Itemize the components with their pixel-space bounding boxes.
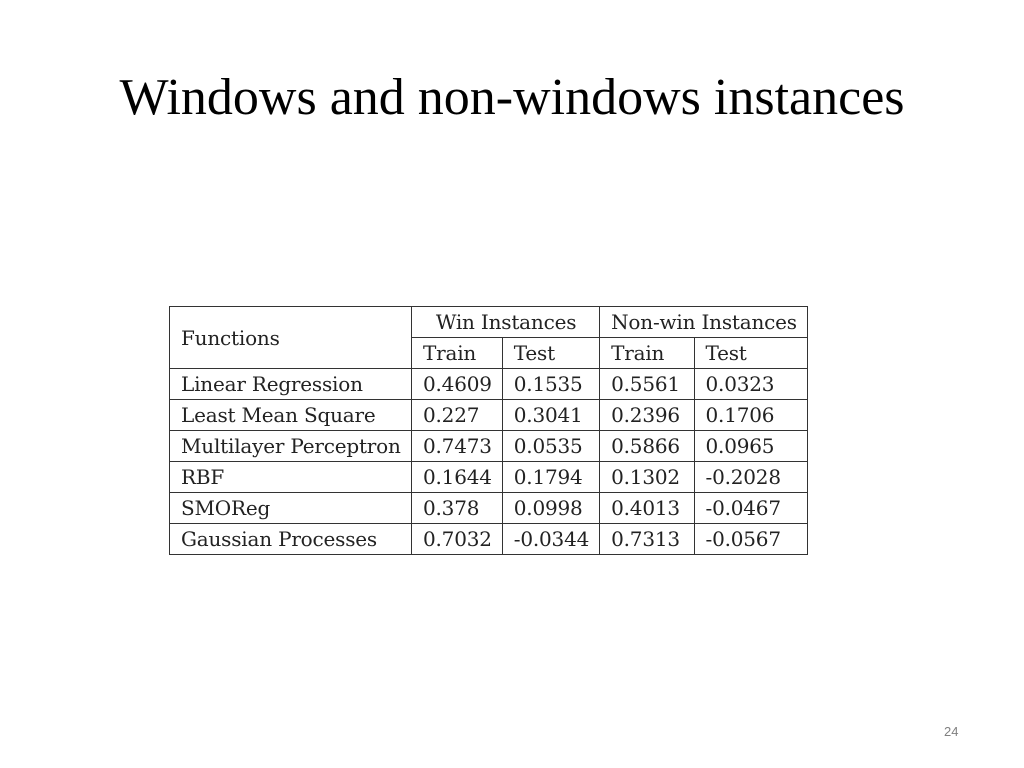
win-test-cell: 0.1535 (502, 369, 599, 400)
nonwin-test-cell: 0.1706 (694, 400, 807, 431)
win-test-header: Test (502, 338, 599, 369)
slide-title: Windows and non-windows instances (119, 69, 905, 126)
function-name-cell: RBF (170, 462, 412, 493)
nonwin-test-cell: 0.0965 (694, 431, 807, 462)
win-test-cell: 0.3041 (502, 400, 599, 431)
nonwin-test-cell: -0.0567 (694, 524, 807, 555)
nonwin-test-cell: -0.2028 (694, 462, 807, 493)
nonwin-test-header: Test (694, 338, 807, 369)
win-train-cell: 0.378 (412, 493, 503, 524)
table-body (170, 307, 808, 555)
function-name-cell: Gaussian Processes (170, 524, 412, 555)
slide-number: 24 (944, 724, 959, 739)
function-name-cell: Multilayer Perceptron (170, 431, 412, 462)
table-row (170, 493, 808, 524)
win-test-cell: 0.1794 (502, 462, 599, 493)
table-row (170, 400, 808, 431)
win-test-cell: 0.0998 (502, 493, 599, 524)
win-test-cell: 0.0535 (502, 431, 599, 462)
win-train-cell: 0.7473 (412, 431, 503, 462)
function-name-cell: Linear Regression (170, 369, 412, 400)
table-header-row-groups (170, 307, 808, 338)
win-instances-header: Win Instances (412, 307, 600, 338)
win-train-cell: 0.7032 (412, 524, 503, 555)
functions-header: Functions (170, 307, 412, 369)
nonwin-instances-header: Non-win Instances (600, 307, 808, 338)
table-row (170, 431, 808, 462)
function-name-cell: Least Mean Square (170, 400, 412, 431)
win-test-cell: -0.0344 (502, 524, 599, 555)
nonwin-train-cell: 0.7313 (600, 524, 694, 555)
nonwin-train-cell: 0.1302 (600, 462, 694, 493)
results-table-container (169, 306, 808, 555)
nonwin-test-cell: 0.0323 (694, 369, 807, 400)
nonwin-train-cell: 0.4013 (600, 493, 694, 524)
nonwin-train-cell: 0.2396 (600, 400, 694, 431)
table-row (170, 462, 808, 493)
nonwin-train-cell: 0.5561 (600, 369, 694, 400)
nonwin-test-cell: -0.0467 (694, 493, 807, 524)
win-train-header: Train (412, 338, 503, 369)
function-name-cell: SMOReg (170, 493, 412, 524)
nonwin-train-header: Train (600, 338, 694, 369)
table-row (170, 369, 808, 400)
win-train-cell: 0.227 (412, 400, 503, 431)
table-row (170, 524, 808, 555)
win-train-cell: 0.4609 (412, 369, 503, 400)
results-table (169, 306, 808, 555)
nonwin-train-cell: 0.5866 (600, 431, 694, 462)
win-train-cell: 0.1644 (412, 462, 503, 493)
